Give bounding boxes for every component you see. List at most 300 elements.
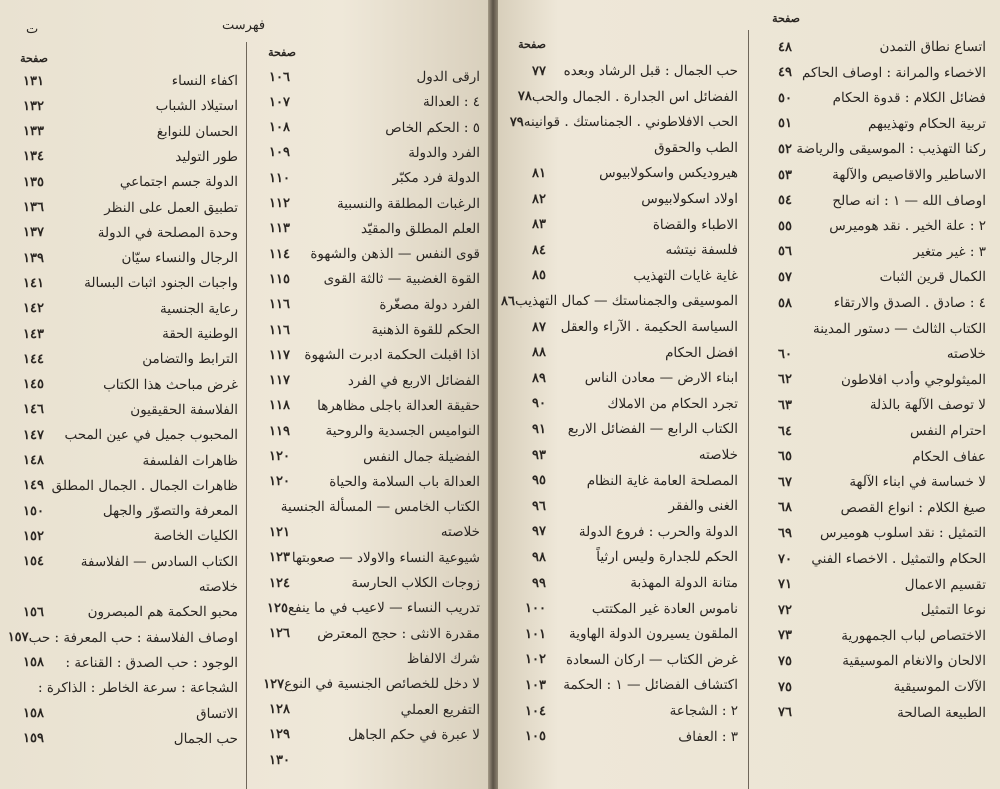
entry-title: ابناء الارض — معادن الناس [584,370,738,387]
entry-title: الحكم للقوة الذهنية [371,322,480,338]
page-number: ١٢٧ [263,676,285,692]
entry-title: النواميس الجسدية والروحية [325,423,480,440]
toc-entry [752,650,990,672]
right-page [498,0,1000,789]
entry-title: شيوعية النساء والاولاد — صعوبتها [291,549,480,566]
toc-entry [752,394,990,416]
entry-title: مقدرة الانثى : حجج المعترض [317,625,480,642]
toc-entry [752,190,990,212]
entry-title: الرغبات المطلقة والنسبية [336,195,480,212]
toc-entry [250,471,484,493]
entry-title: الاساطير والاقاصيص والآلهة [832,167,986,183]
entry-title: عفاف الحكام [912,448,986,465]
toc-entry [506,546,742,568]
entry-title: القوة الغضبية — ثالثة القوى [323,271,480,288]
entry-title: ٢ : الشجاعة [669,703,738,719]
page-number: ١٠٧ [269,94,290,110]
toc-entry [752,522,990,544]
page-number: ٨٨ [532,345,546,361]
toc-entry [752,343,990,365]
toc-entry [250,547,484,569]
toc-entry [752,292,990,314]
entry-title: لا خساسة في ابناء الآلهة [849,474,986,491]
toc-entry [250,91,484,113]
entry-title: الحسان للنوابغ [156,123,238,140]
toc-entry [506,367,742,389]
page-number: ٧٦ [778,705,792,721]
toc-entry [250,66,484,88]
page-number: ١٤٤ [23,351,44,367]
page-number: ٥٤ [778,193,792,209]
entry-title: طور التوليد [175,148,238,165]
page-number: ٧٨ [517,89,532,105]
toc-entry [4,374,242,396]
page-number: ١١٦ [269,322,290,338]
toc-entry [500,290,742,312]
entry-title: الوطنية الحقة [162,326,238,342]
entry-title: ناموس العادة غير المكتتب [591,600,738,617]
entry-title: ظاهرات الجمال . الجمال المطلق [51,477,238,494]
toc-entry [506,316,742,338]
entry-title: الطبيعة الصالحة [897,704,986,721]
page-number: ١٥٧ [7,630,29,646]
entry-title: استيلاد الشباب [155,98,238,115]
entry-title: الحكام والتمثيل . الاخصاء الفني [811,551,986,567]
toc-entry [506,86,742,108]
toc-entry [4,323,242,345]
entry-title: ٣ : غير متغير [913,243,986,260]
toc-entry [506,265,742,287]
entry-title: العدالة باب السلامة والحياة [329,473,480,490]
page-number: ٨٢ [532,191,546,207]
page-number: ١١٩ [269,423,290,439]
page-number: ٧٠ [778,551,792,567]
page-number: ٤٩ [778,65,792,81]
entry-title: متانة الدولة المهذبة [630,575,738,591]
page-number: ١٣٣ [23,124,44,140]
page-number: ٦٨ [778,500,792,516]
entry-title: الموسيقى والجمناستك — كمال التهذيب [514,293,738,310]
entry-title: الطب والحقوق [654,139,738,156]
entry-title: حب الجمال : قبل الرشاد وبعده [563,63,738,79]
entry-title: شرك الالفاظ [406,650,480,667]
page-number: ٨٦ [500,293,515,309]
toc-entry [4,272,242,294]
page-number: ٥٢ [778,141,792,157]
toc-entry [752,471,990,493]
page-number: ٦٧ [778,474,792,490]
toc-entry [506,188,742,210]
entry-title: خلاصته [698,447,738,463]
entry-title: غرض مباحث هذا الكتاب [103,376,238,393]
page-number: ٧٥ [778,653,792,669]
toc-entry [752,548,990,570]
page-number: ٨٩ [532,370,546,386]
toc-entry [250,572,484,594]
page-number: ١٣٩ [23,250,44,266]
entry-title: ٤ : صادق . الصدق والارتقاء [833,295,986,311]
entry-title: تطبيق العمل على النظر [104,199,238,216]
toc-entry [506,444,742,466]
column-divider [246,42,247,789]
entry-title: زوجات الكلاب الحارسة [351,575,480,591]
toc-entry [250,243,484,265]
entry-title: ٤ : العدالة [423,94,480,111]
toc-entry [506,674,742,696]
page-number: ١٠٩ [269,145,290,161]
entry-title: رعاية الجنسية [160,300,238,317]
page-number: ١٤٥ [23,377,44,393]
entry-title: الفلاسفة الحقيقيون [130,401,238,418]
page-number: ١٢٦ [269,626,290,642]
page-number: ٩٣ [532,447,546,463]
left-page [0,0,488,789]
toc-entry [4,146,242,168]
entry-title: فلسفة نيتشه [665,242,738,259]
entry-title: الدولة جسم اجتماعي [119,174,238,191]
entry-title: ركنا التهذيب : الموسيقى والرياضة [796,141,986,158]
entry-title: ٣ : العفاف [678,728,738,745]
page-number: ١٣٤ [23,149,44,165]
page-number: ١٥٩ [23,731,44,747]
entry-title: اتساع نطاق التمدن [879,39,986,55]
toc-entry [506,214,742,236]
page-number: ٥٠ [778,90,792,106]
page-number: ٦٤ [778,423,792,439]
entry-title: لا توصف الآلهة بالذلة [869,397,986,414]
page-number: ١٠٠ [525,601,546,617]
entry-title: خلاصته [198,579,238,595]
toc-entry [250,446,484,468]
page-number: ٨٥ [532,268,546,284]
entry-title: فضائل الكلام : قدوة الحكام [832,90,986,107]
toc-entry [250,117,484,139]
page-number: ١٠٤ [525,703,546,719]
page-number: ١١٦ [269,297,290,313]
entry-title: المعرفة والتصوّر والجهل [102,503,238,520]
toc-entry [506,342,742,364]
toc-entry [4,576,242,598]
entry-title: خلاصته [946,346,986,363]
page-number: ٩٦ [532,498,546,514]
entry-title: الميثولوجي وأدب افلاطون [841,371,986,388]
toc-entry [506,60,742,82]
page-number: ١١٠ [269,170,290,186]
entry-title: الكليات الخاصة [153,528,238,545]
page-number: ٩٧ [532,524,546,540]
page-number: ٨١ [532,165,546,181]
page-number: ١٢٠ [269,449,290,464]
toc-entry [506,700,742,722]
toc-entry [250,597,484,619]
entry-title: هيروديكس واسكولابيوس [599,165,738,182]
page-number: ١١٣ [269,221,290,237]
page-number: ٧٩ [509,114,524,130]
toc-entry [4,677,242,699]
toc-entry [4,475,242,497]
page-number: ٥٦ [778,244,792,260]
entry-title: الاطباء والقضاة [652,216,738,233]
entry-title: غرض الكتاب — اركان السعادة [565,651,738,668]
page-number: ٥٧ [778,269,792,285]
column-header: صفحة [268,46,296,59]
left-page-left-column [4,0,242,789]
entry-title: المحبوب جميل في عين المحب [64,427,238,444]
entry-title: الوجود : حب الصدق : القناعة : [65,654,238,671]
toc-entry [752,164,990,186]
entry-title: احترام النفس [910,423,986,439]
toc-entry [4,500,242,522]
page-number: ١٠٥ [525,729,546,745]
page-number: ٩١ [532,421,546,437]
toc-entry [752,36,990,58]
entry-title: الكتاب الرابع — الفضائل الاربع [567,421,738,438]
page-number: ٩٠ [532,396,546,412]
toc-entry [506,470,742,492]
entry-title: التفريع العملي [400,701,480,718]
toc-entry [506,726,742,748]
page-number: ١٤٩ [23,478,44,494]
toc-entry [250,724,484,746]
toc-entry [250,623,484,645]
entry-title: نوعا التمثيل [920,602,986,619]
entry-title: المصلحة العامة غاية النظام [586,472,738,489]
toc-entry [250,167,484,189]
entry-title: واجبات الجنود اثبات البسالة [84,275,238,292]
page-number: ٥٣ [778,167,792,183]
toc-entry [250,673,484,695]
page-number: ١٣١ [23,73,44,89]
toc-entry [506,649,742,671]
toc-entry [752,215,990,237]
toc-entry [752,138,990,160]
page-number: ٨٧ [532,319,546,335]
page-number: ٦٢ [778,372,792,388]
toc-entry [4,121,242,143]
toc-entry [250,496,484,518]
entry-title: حب الجمال [173,730,238,747]
toc-entry [752,266,990,288]
entry-title: حقيقة العدالة باجلى مظاهرها [317,397,480,414]
toc-entry [4,728,242,750]
toc-entry [4,627,242,649]
toc-entry [250,521,484,543]
toc-entry [4,424,242,446]
toc-entry [752,676,990,698]
page-number: ٥٨ [778,295,792,311]
toc-entry [506,162,742,184]
toc-entry [752,369,990,391]
toc-entry [752,241,990,263]
page-number: ١٥٦ [23,604,44,620]
page-number: ٩٥ [532,473,546,489]
toc-entry [4,171,242,193]
toc-entry [752,702,990,724]
toc-entry [506,598,742,620]
toc-entry [506,393,742,415]
toc-entry [4,222,242,244]
page-number: ٤٨ [778,39,792,55]
entry-title: اذا اقبلت الحكمة ادبرت الشهوة [304,347,480,364]
page-number: ١٣٧ [23,225,44,241]
entry-title: الاتساق [196,705,238,722]
page-number: ١٣٦ [23,200,44,215]
toc-entry [752,574,990,596]
entry-title: الفرد والدولة [408,144,480,161]
left-page-right-column [250,0,484,789]
page-letter: ت [26,22,39,37]
toc-entry [4,247,242,269]
toc-entry [250,193,484,215]
page-number: ١٣٢ [23,98,44,114]
page-number: ١٢٠ [269,474,290,490]
entry-title: الكتاب الخامس — المسألة الجنسية [280,499,480,516]
entry-title: الفضيلة جمال النفس [363,448,480,465]
entry-title: العلم المطلق والمقيّد [360,220,480,237]
toc-entry [4,348,242,370]
toc-entry [506,572,742,594]
entry-title: وحدة المصلحة في الدولة [97,224,238,241]
entry-title: الكتاب السادس — الفلاسفة [80,553,238,570]
entry-title: الملقون يسيرون الدولة الهاوية [568,626,738,643]
entry-title: اوصاف الله — ١ : انه صالح [832,192,986,209]
page-number: ٨٤ [532,242,546,258]
entry-title: اولاد اسكولابيوس [641,191,738,207]
entry-title: تربية الحكام وتهذيبهم [868,115,986,132]
toc-entry [4,525,242,547]
page-number: ١٠٦ [269,69,290,85]
toc-entry [250,370,484,392]
page-number: ١١٥ [269,271,290,287]
entry-title: الرجال والنساء سيّان [121,250,238,267]
page-number: ٦٣ [778,397,792,413]
toc-entry [506,239,742,261]
page-number: ١٤٦ [23,402,44,418]
page-number: ١٢٩ [269,727,290,743]
toc-entry [250,268,484,290]
toc-entry [4,703,242,725]
entry-title: محبو الحكمة هم المبصرون [87,604,238,621]
page-number: ١١٧ [269,347,290,363]
running-title: فهرست [222,18,266,33]
page-number: ١٠٣ [525,677,546,693]
page-number: ١٣٥ [23,174,44,190]
page-number: ١٥٢ [23,528,44,544]
entry-title: افضل الحكام [665,344,738,361]
entry-title: خلاصته [440,524,480,541]
toc-entry [506,495,742,517]
entry-title: الالحان والانغام الموسيقية [842,653,986,670]
entry-title: الدولة والحرب : فروع الدولة [578,523,738,540]
entry-title: الاخصاء والمرانة : اوصاف الحاكم [801,64,986,81]
column-divider [748,30,749,789]
entry-title: الفضائل اس الجدارة . الجمال والحب [531,88,738,105]
entry-title: اوصاف الفلاسفة : حب المعرفة : حب [28,629,238,646]
page-number: ١٣٠ [269,752,290,768]
toc-entry [4,652,242,674]
toc-entry [250,344,484,366]
entry-title: ارقى الدول [416,69,480,85]
toc-entry [4,601,242,623]
page-number: ٥٥ [778,218,792,234]
toc-entry [4,551,242,573]
page-number: ١٠١ [525,626,546,642]
entry-title: لا عبرة في حكم الجاهل [347,726,480,743]
page-number: ١١٤ [269,246,290,262]
entry-title: لا دخل للخصائص الجنسية في النوع [284,676,480,693]
page-number: ٦٥ [778,449,792,465]
toc-entry [250,294,484,316]
page-number: ٩٨ [532,549,546,565]
toc-entry [752,420,990,442]
entry-title: اكفاء النساء [171,73,238,89]
page-number: ٧٧ [532,63,546,79]
page-number: ١١٢ [269,196,290,211]
toc-entry [752,62,990,84]
entry-title: الغنى والفقر [668,498,738,515]
entry-title: الآلات الموسيقية [893,679,986,695]
entry-title: غاية غايات التهذيب [633,267,738,284]
page-number: ١٤٨ [23,453,44,468]
toc-entry [4,399,242,421]
page-number: ٧٥ [778,679,792,695]
page-number: ١٠٢ [525,652,546,668]
toc-entry [250,319,484,341]
toc-entry [4,70,242,92]
entry-title: تجرد الحكام من الاملاك [607,395,738,412]
entry-title: قوى النفس — الذهن والشهوة [310,246,480,263]
page-number: ١٠٨ [269,120,290,136]
toc-entry [250,395,484,417]
toc-entry [752,318,990,340]
column-header: صفحة [518,38,546,51]
entry-title: الشجاعة : سرعة الخاطر : الذاكرة : [37,680,238,697]
entry-title: ٢ : علة الخير . نقد هوميرس [829,218,986,235]
toc-entry [4,298,242,320]
toc-entry [752,113,990,135]
toc-entry [506,623,742,645]
toc-entry [250,699,484,721]
page-number: ٦٩ [778,525,792,541]
page-number: ٥١ [778,116,792,132]
page-number: ١٤٧ [23,427,44,443]
entry-title: ٥ : الحكم الخاص [385,119,480,136]
entry-title: الحب الافلاطوني . الجمناستك . قوانينه [523,114,738,131]
column-header: صفحة [772,12,800,25]
toc-entry [4,197,242,219]
right-page-left-column [500,0,742,789]
page-number: ٧٣ [778,628,792,644]
page-number: ١٤٣ [23,326,44,342]
toc-entry [752,497,990,519]
toc-entry [250,749,484,771]
right-page-right-column [752,0,990,789]
toc-entry [752,625,990,647]
page-number: ٧٢ [778,602,792,618]
toc-entry [752,87,990,109]
page-number: ١٢٣ [269,550,290,566]
entry-title: الترابط والتضامن [142,351,238,368]
entry-title: التمثيل : نقد اسلوب هوميرس [819,525,986,542]
page-number: ١٤١ [23,275,44,291]
page-number: ١٢٥ [267,600,288,616]
page-number: ٦٠ [778,346,792,362]
entry-title: الدولة فرد مكبّر [392,170,480,187]
page-number: ١١٨ [269,398,290,414]
page-number: ٧١ [778,577,792,593]
toc-entry [506,418,742,440]
page-number: ١٤٢ [23,301,44,317]
